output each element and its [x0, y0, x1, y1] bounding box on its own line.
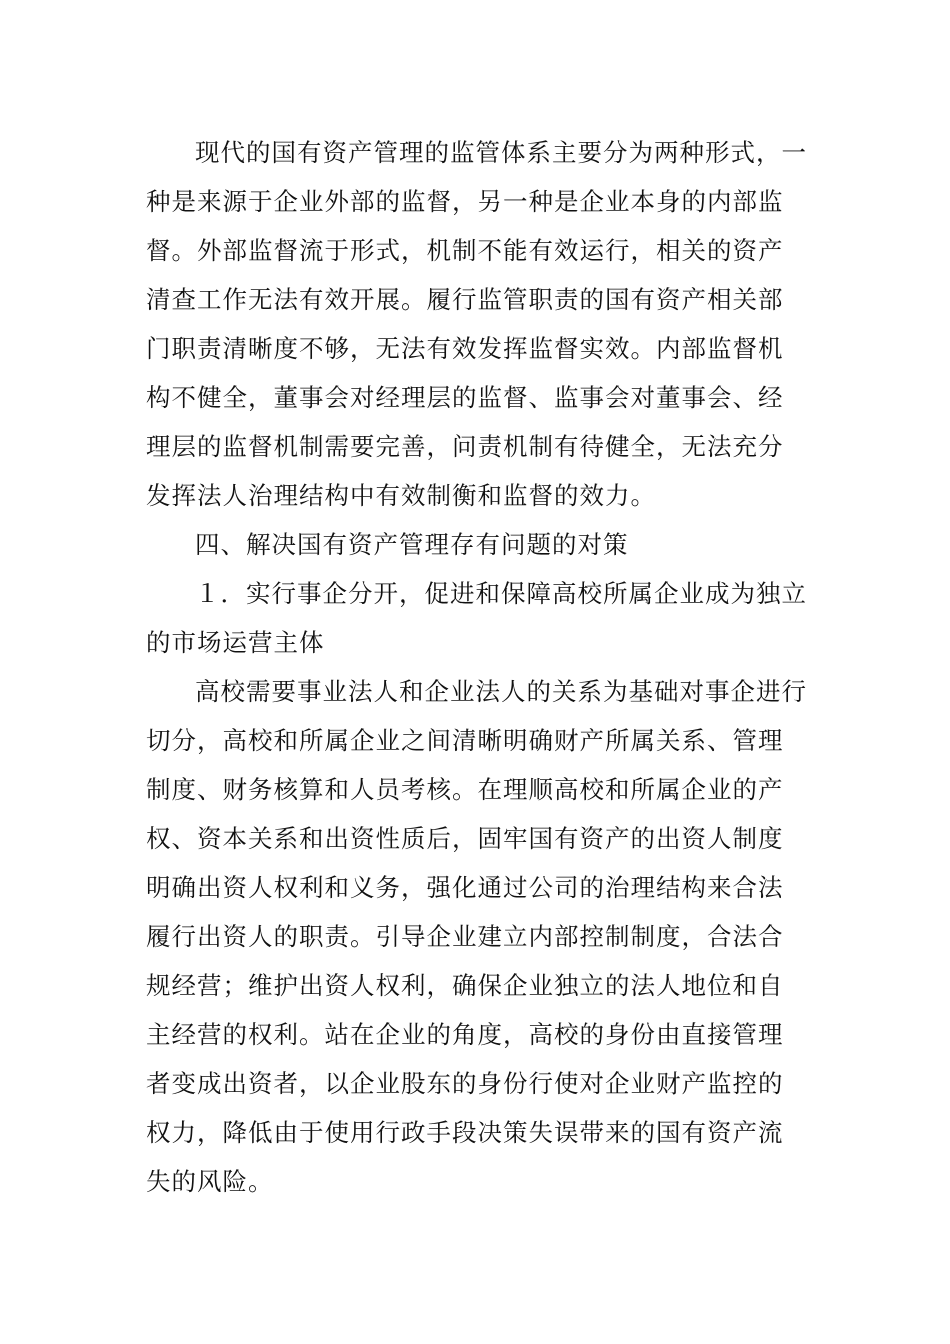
subheading-line: 的市场运营主体: [146, 628, 325, 657]
heading-line: 四、解决国有资产管理存有问题的对策: [195, 530, 629, 559]
subheading-line: １．实行事企分开，促进和保障高校所属企业成为独立: [195, 579, 807, 608]
text-line: 履行出资人的职责。引导企业建立内部控制制度，合法合: [146, 922, 784, 951]
text-line: 切分，高校和所属企业之间清晰明确财产所属关系、管理: [146, 726, 784, 755]
text-line: 种是来源于企业外部的监督，另一种是企业本身的内部监: [146, 187, 784, 216]
section-heading-countermeasures: [146, 520, 806, 569]
text-line: 明确出资人权利和义务，强化通过公司的治理结构来合法: [146, 873, 784, 902]
text-line: 门职责清晰度不够，无法有效发挥监督实效。内部监督机: [146, 334, 784, 363]
text-line: 制度、财务核算和人员考核。在理顺高校和所属企业的产: [146, 775, 784, 804]
text-line: 者变成出资者，以企业股东的身份行使对企业财产监控的: [146, 1069, 784, 1098]
text-line: 规经营；维护出资人权利，确保企业独立的法人地位和自: [146, 971, 784, 1000]
text-line: 清查工作无法有效开展。履行监管职责的国有资产相关部: [146, 285, 784, 314]
paragraph-supervision-system: [146, 128, 806, 520]
text-line: 权力，降低由于使用行政手段决策失误带来的国有资产流: [146, 1118, 784, 1147]
text-line: 权、资本关系和出资性质后，固牢国有资产的出资人制度: [146, 824, 784, 853]
text-line: 督。外部监督流于形式，机制不能有效运行，相关的资产: [146, 236, 784, 265]
text-line: 高校需要事业法人和企业法人的关系为基础对事企进行: [195, 677, 807, 706]
text-line: 现代的国有资产管理的监管体系主要分为两种形式，一: [195, 138, 807, 167]
text-line: 失的风险。: [146, 1167, 274, 1196]
text-line: 构不健全，董事会对经理层的监督、监事会对董事会、经: [146, 383, 784, 412]
text-line: 主经营的权利。站在企业的角度，高校的身份由直接管理: [146, 1020, 784, 1049]
text-line: 发挥法人治理结构中有效制衡和监督的效力。: [146, 481, 656, 510]
text-line: 理层的监督机制需要完善，问责机制有待健全，无法充分: [146, 432, 784, 461]
document-body: [146, 128, 806, 1206]
subheading-separation: [146, 569, 806, 667]
paragraph-separation-detail: [146, 667, 806, 1206]
